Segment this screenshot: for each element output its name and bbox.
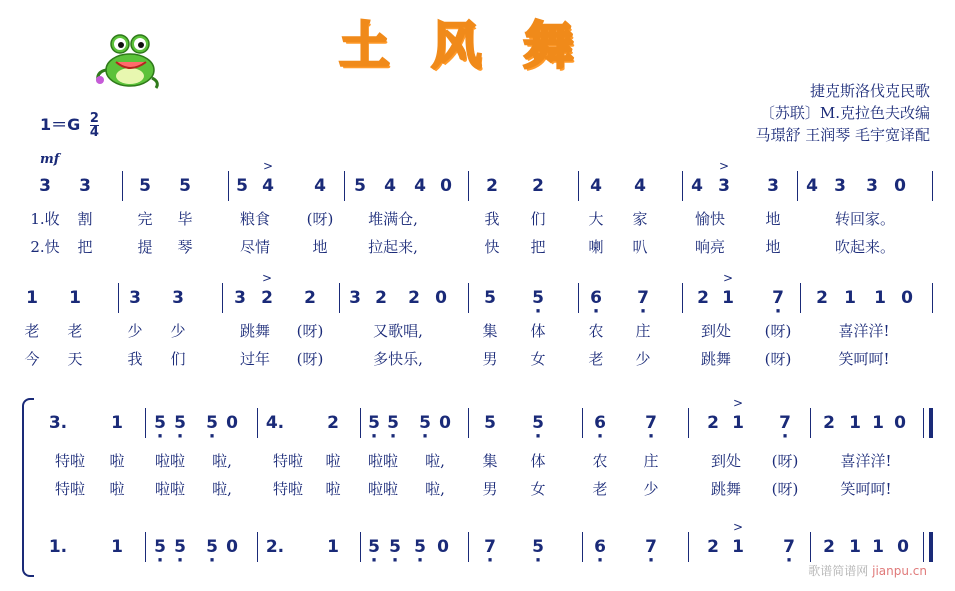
lyric: 叭 bbox=[632, 238, 648, 256]
note: 2 bbox=[823, 413, 835, 433]
note: 1 bbox=[849, 413, 861, 433]
lyric: 老 bbox=[588, 350, 604, 368]
lyric: 今 bbox=[24, 350, 40, 368]
bar-line bbox=[932, 283, 933, 313]
lyric: 啦啦 bbox=[367, 480, 399, 498]
lyric: 特啦 bbox=[272, 452, 304, 470]
lyric: 地 bbox=[312, 238, 328, 256]
lyric: (呀) bbox=[296, 322, 324, 340]
note: 1 bbox=[844, 288, 856, 308]
lyric: (呀) bbox=[771, 480, 799, 498]
lyric: 女 bbox=[530, 480, 546, 498]
lyric: 粮食 bbox=[239, 210, 271, 228]
lyric: 们 bbox=[170, 350, 186, 368]
note: 5 bbox=[484, 413, 496, 433]
lyric: 喇 bbox=[588, 238, 604, 256]
note: 2 bbox=[408, 288, 420, 308]
final-bar-line bbox=[923, 532, 924, 562]
note: 0 bbox=[894, 176, 906, 196]
note: 5 · bbox=[532, 287, 544, 309]
lyric: 响亮 bbox=[694, 238, 726, 256]
lyric: 地 bbox=[765, 210, 781, 228]
lyric: 地 bbox=[765, 238, 781, 256]
note: 2 bbox=[327, 413, 339, 433]
bar-line bbox=[468, 408, 469, 438]
note: 3 bbox=[767, 176, 779, 196]
lyric: 快 bbox=[484, 238, 500, 256]
credit-origin: 捷克斯洛伐克民歌 bbox=[809, 82, 930, 100]
note: 5 bbox=[236, 176, 248, 196]
bar-line bbox=[118, 283, 119, 313]
bar-line bbox=[228, 171, 229, 201]
time-signature bbox=[90, 112, 99, 139]
lyric: 啦, bbox=[212, 480, 232, 498]
note: 7 · bbox=[783, 536, 795, 558]
bar-line bbox=[360, 408, 361, 438]
lyric: 天 bbox=[67, 350, 83, 368]
bar-line bbox=[932, 171, 933, 201]
note: 2 bbox=[304, 288, 316, 308]
lyric: 啦, bbox=[425, 452, 445, 470]
lyric: 1.收 bbox=[30, 210, 60, 228]
bar-line bbox=[145, 532, 146, 562]
note: 6 · bbox=[590, 287, 602, 309]
note: 3 bbox=[718, 176, 730, 196]
lyric: 老 bbox=[67, 322, 83, 340]
lyric: 把 bbox=[530, 238, 546, 256]
bar-line bbox=[360, 532, 361, 562]
accent-mark: > bbox=[722, 271, 734, 285]
note: 5 bbox=[179, 176, 191, 196]
note: 7 · bbox=[779, 412, 791, 434]
credit-arranger: 〔苏联〕M.克拉色夫改编 bbox=[759, 104, 930, 122]
lyric: (呀) bbox=[764, 350, 792, 368]
bar-line bbox=[578, 283, 579, 313]
frog-icon bbox=[92, 30, 162, 90]
note: 1 bbox=[732, 537, 744, 557]
lyric: 集 bbox=[482, 322, 498, 340]
lyric: 们 bbox=[530, 210, 546, 228]
note: 1 bbox=[327, 537, 339, 557]
bar-line bbox=[339, 283, 340, 313]
note: 5 · bbox=[174, 412, 186, 434]
lyric: 农 bbox=[592, 452, 608, 470]
lyric: 集 bbox=[482, 452, 498, 470]
bar-line bbox=[468, 171, 469, 201]
time-top: 2 bbox=[89, 111, 99, 126]
note: 1 bbox=[872, 537, 884, 557]
lyric: 啦, bbox=[425, 480, 445, 498]
bar-line bbox=[688, 532, 689, 562]
lyric: 转回家。 bbox=[834, 210, 896, 228]
lyric: 完 bbox=[137, 210, 153, 228]
note: 3 bbox=[39, 176, 51, 196]
lyric: 笑呵呵! bbox=[840, 480, 892, 498]
note: 1 bbox=[111, 537, 123, 557]
lyric: 女 bbox=[530, 350, 546, 368]
page-title: 土风舞 bbox=[339, 17, 616, 75]
lyric: 大 bbox=[588, 210, 604, 228]
lyric: 农 bbox=[588, 322, 604, 340]
note: 0 bbox=[440, 176, 452, 196]
bar-line bbox=[682, 283, 683, 313]
note: 0 bbox=[437, 537, 449, 557]
note: 5 · bbox=[154, 412, 166, 434]
lyric: 尽情 bbox=[239, 238, 271, 256]
lyric: 啦, bbox=[212, 452, 232, 470]
note: 3 bbox=[834, 176, 846, 196]
bar-line bbox=[688, 408, 689, 438]
note: 3 bbox=[129, 288, 141, 308]
final-bar-line bbox=[923, 408, 924, 438]
note: 1. bbox=[48, 537, 68, 557]
note: 1 bbox=[26, 288, 38, 308]
note: 5 bbox=[484, 288, 496, 308]
note: 1 bbox=[874, 288, 886, 308]
lyric: 体 bbox=[530, 452, 546, 470]
lyric: 喜洋洋! bbox=[838, 322, 890, 340]
lyric: 割 bbox=[77, 210, 93, 228]
note: 0 bbox=[897, 537, 909, 557]
lyric: (呀) bbox=[296, 350, 324, 368]
note: 5 · bbox=[206, 536, 218, 558]
bar-line bbox=[145, 408, 146, 438]
bar-line bbox=[800, 283, 801, 313]
note: 1 bbox=[872, 413, 884, 433]
note: 7 · bbox=[645, 412, 657, 434]
note: 0 bbox=[226, 413, 238, 433]
note: 6 · bbox=[594, 412, 606, 434]
note: 4 bbox=[691, 176, 703, 196]
lyric: 愉快 bbox=[694, 210, 726, 228]
lyric: 老 bbox=[592, 480, 608, 498]
lyric: 跳舞 bbox=[710, 480, 742, 498]
note: 1 bbox=[722, 288, 734, 308]
final-bar-line bbox=[929, 532, 933, 562]
note: 2 bbox=[532, 176, 544, 196]
final-bar-line bbox=[929, 408, 933, 438]
bar-line bbox=[582, 532, 583, 562]
bar-line bbox=[682, 171, 683, 201]
bar-line bbox=[582, 408, 583, 438]
lyric: 喜洋洋! bbox=[840, 452, 892, 470]
note: 0 bbox=[226, 537, 238, 557]
note: 2 bbox=[375, 288, 387, 308]
lyric: 特啦 bbox=[272, 480, 304, 498]
lyric: 跳舞 bbox=[700, 350, 732, 368]
note: 5 bbox=[354, 176, 366, 196]
bar-line bbox=[257, 408, 258, 438]
bar-line bbox=[222, 283, 223, 313]
accent-mark: > bbox=[732, 520, 744, 534]
note: 0 bbox=[435, 288, 447, 308]
note: 3 bbox=[349, 288, 361, 308]
lyric: 庄 bbox=[635, 322, 651, 340]
note: 5 · bbox=[174, 536, 186, 558]
bar-line bbox=[257, 532, 258, 562]
watermark-site: jianpu.cn bbox=[872, 564, 927, 578]
note: 4 bbox=[414, 176, 426, 196]
lyric: (呀) bbox=[764, 322, 792, 340]
note: 5 · bbox=[154, 536, 166, 558]
watermark-cn: 歌谱简谱网 bbox=[808, 564, 869, 578]
lyric: 啦啦 bbox=[154, 480, 186, 498]
note: 5 · bbox=[389, 536, 401, 558]
accent-mark: > bbox=[261, 271, 273, 285]
lyric: 吹起来。 bbox=[834, 238, 896, 256]
bar-line bbox=[578, 171, 579, 201]
note: 4 bbox=[314, 176, 326, 196]
note: 0 bbox=[901, 288, 913, 308]
note: 3 bbox=[172, 288, 184, 308]
lyric: 毕 bbox=[177, 210, 193, 228]
note: 5 · bbox=[368, 536, 380, 558]
time-bottom: 4 bbox=[89, 125, 99, 140]
note: 7 · bbox=[645, 536, 657, 558]
note: 2 bbox=[816, 288, 828, 308]
note: 3 bbox=[866, 176, 878, 196]
key-prefix: 1＝G bbox=[40, 115, 81, 134]
lyric: 特啦 bbox=[54, 452, 86, 470]
lyric: 少 bbox=[635, 350, 651, 368]
lyric: 庄 bbox=[643, 452, 659, 470]
lyric: 啦啦 bbox=[367, 452, 399, 470]
note: 4 bbox=[806, 176, 818, 196]
note: 2. bbox=[265, 537, 285, 557]
bar-line bbox=[468, 283, 469, 313]
note: 5 · bbox=[419, 412, 431, 434]
note: 0 bbox=[894, 413, 906, 433]
score-row bbox=[0, 396, 955, 452]
lyric: 少 bbox=[127, 322, 143, 340]
lyric: (呀) bbox=[306, 210, 334, 228]
note: 5 · bbox=[532, 412, 544, 434]
note: 2 bbox=[486, 176, 498, 196]
note: 5 bbox=[139, 176, 151, 196]
lyric: 到处 bbox=[710, 452, 742, 470]
note: 0 bbox=[439, 413, 451, 433]
lyric: 少 bbox=[643, 480, 659, 498]
bar-line bbox=[468, 532, 469, 562]
note: 7 · bbox=[484, 536, 496, 558]
note: 2 bbox=[707, 413, 719, 433]
score-row bbox=[0, 271, 955, 327]
lyric: 啦 bbox=[325, 480, 341, 498]
bar-line bbox=[810, 408, 811, 438]
dynamic-marking: mf bbox=[40, 152, 60, 167]
lyric: 啦 bbox=[325, 452, 341, 470]
note: 7 · bbox=[637, 287, 649, 309]
note: 5 · bbox=[414, 536, 426, 558]
note: 3 bbox=[79, 176, 91, 196]
note: 5 · bbox=[368, 412, 380, 434]
lyric: 我 bbox=[484, 210, 500, 228]
note: 5 · bbox=[206, 412, 218, 434]
lyric: (呀) bbox=[771, 452, 799, 470]
note: 4. bbox=[265, 413, 285, 433]
lyric: 堆满仓, bbox=[368, 210, 418, 228]
note: 4 bbox=[590, 176, 602, 196]
accent-mark: > bbox=[718, 159, 730, 173]
lyric: 琴 bbox=[177, 238, 193, 256]
lyric: 老 bbox=[24, 322, 40, 340]
bar-line bbox=[797, 171, 798, 201]
lyric: 过年 bbox=[239, 350, 271, 368]
note: 2 bbox=[697, 288, 709, 308]
bar-line bbox=[344, 171, 345, 201]
lyric: 特啦 bbox=[54, 480, 86, 498]
note: 3 bbox=[234, 288, 246, 308]
lyric: 啦 bbox=[109, 452, 125, 470]
lyric: 家 bbox=[632, 210, 648, 228]
note: 1 bbox=[111, 413, 123, 433]
note: 7 · bbox=[772, 287, 784, 309]
lyric: 体 bbox=[530, 322, 546, 340]
lyric: 啦 bbox=[109, 480, 125, 498]
lyric: 少 bbox=[170, 322, 186, 340]
lyric: 提 bbox=[137, 238, 153, 256]
lyric: 2.快 bbox=[30, 238, 60, 256]
lyric: 到处 bbox=[700, 322, 732, 340]
lyric: 跳舞 bbox=[239, 322, 271, 340]
credit-translators: 马璟舒 王润琴 毛宇宽译配 bbox=[755, 126, 930, 144]
note: 2 bbox=[707, 537, 719, 557]
note: 1 bbox=[732, 413, 744, 433]
note: 1 bbox=[69, 288, 81, 308]
bar-line bbox=[810, 532, 811, 562]
lyric: 笑呵呵! bbox=[838, 350, 890, 368]
lyric: 把 bbox=[77, 238, 93, 256]
note: 1 bbox=[849, 537, 861, 557]
lyric: 又歌唱, bbox=[373, 322, 423, 340]
note: 6 · bbox=[594, 536, 606, 558]
lyric: 男 bbox=[482, 350, 498, 368]
lyric: 拉起来, bbox=[368, 238, 418, 256]
note: 4 bbox=[262, 176, 274, 196]
note: 5 · bbox=[387, 412, 399, 434]
note: 4 bbox=[634, 176, 646, 196]
note: 3. bbox=[48, 413, 68, 433]
lyric: 多快乐, bbox=[373, 350, 423, 368]
accent-mark: > bbox=[732, 396, 744, 410]
note: 2 bbox=[261, 288, 273, 308]
watermark bbox=[808, 562, 927, 579]
note: 2 bbox=[823, 537, 835, 557]
credits bbox=[755, 80, 930, 146]
lyric: 我 bbox=[127, 350, 143, 368]
bar-line bbox=[122, 171, 123, 201]
note: 5 · bbox=[532, 536, 544, 558]
accent-mark: > bbox=[262, 159, 274, 173]
lyric: 啦啦 bbox=[154, 452, 186, 470]
lyric: 男 bbox=[482, 480, 498, 498]
note: 4 bbox=[384, 176, 396, 196]
key-signature bbox=[40, 112, 99, 139]
